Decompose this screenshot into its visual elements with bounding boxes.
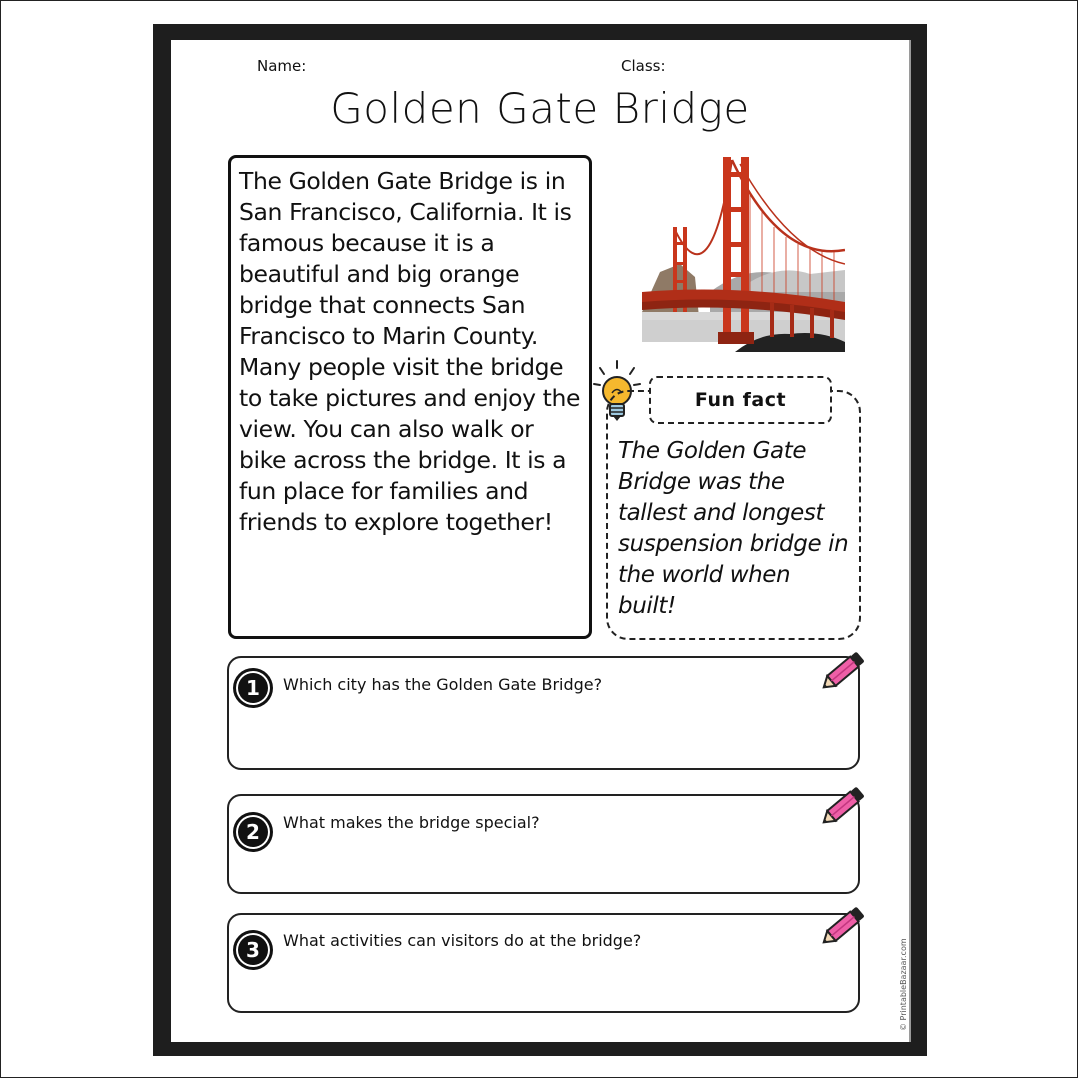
page-shadow — [909, 40, 911, 1042]
fun-fact-label: Fun fact — [649, 376, 832, 424]
reading-passage: The Golden Gate Bridge is in San Francisco, California. It is famous because it is a beautiful and big orange bridge that connects San Francisco to Marin County. Many people visit the bridge to take pictures and enjoy the view. You can also walk or bike across the bridge. It is a fun place for families and friends to explore together! — [239, 167, 581, 536]
answer-box-3[interactable] — [227, 913, 860, 1013]
question-number-3: 3 — [236, 933, 270, 967]
pencil-icon — [818, 903, 870, 949]
site-credit: © PrintableBazaar.com — [899, 938, 908, 1031]
pencil-icon — [818, 783, 870, 829]
question-text-2: What makes the bridge special? — [283, 813, 540, 832]
answer-box-1[interactable] — [227, 656, 860, 770]
reading-passage-box — [228, 155, 592, 639]
worksheet-title: Golden Gate Bridge — [330, 84, 750, 133]
fun-fact-box — [606, 390, 861, 640]
question-text-3: What activities can visitors do at the bridge? — [283, 931, 642, 950]
name-label: Name: — [257, 57, 307, 75]
question-text-1: Which city has the Golden Gate Bridge? — [283, 675, 603, 694]
golden-gate-bridge-illustration — [640, 152, 845, 357]
class-label: Class: — [621, 57, 666, 75]
answer-box-2[interactable] — [227, 794, 860, 894]
question-number-1: 1 — [236, 671, 270, 705]
pencil-icon — [818, 648, 870, 694]
fun-fact-text: The Golden Gate Bridge was the tallest and longest suspension bridge in the world when built! — [618, 438, 849, 619]
question-number-2: 2 — [236, 815, 270, 849]
